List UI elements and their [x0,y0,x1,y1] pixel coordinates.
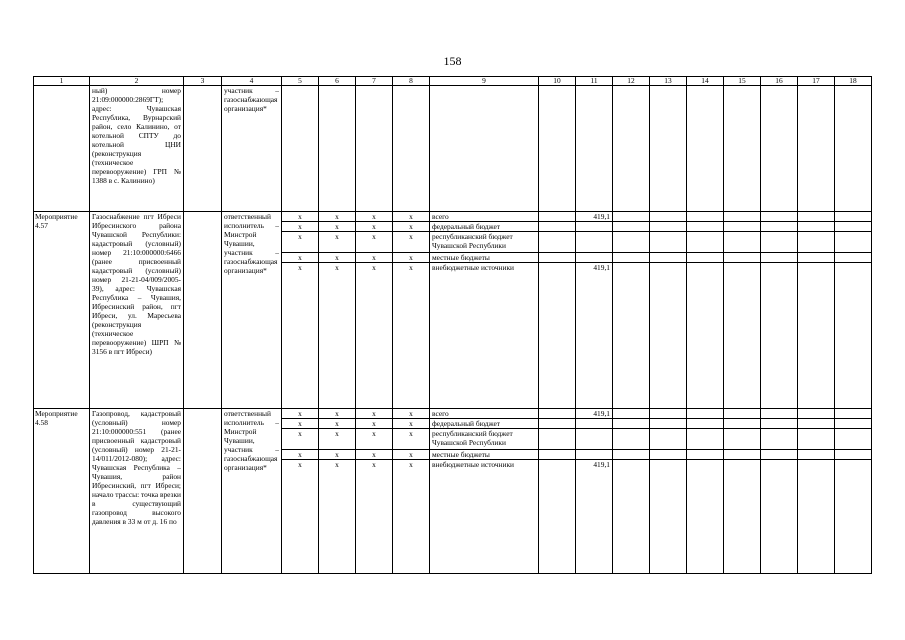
cell [687,450,724,460]
cell [539,450,576,460]
x-cell: x [393,263,430,409]
cell [650,450,687,460]
header-col-3: 3 [184,77,222,86]
cell [687,212,724,222]
cell [724,429,761,450]
cell [687,232,724,253]
amount-cell: 419,1 [576,460,613,574]
cell [798,263,835,409]
amount-cell [576,222,613,232]
x-cell: x [393,212,430,222]
funding-source: республиканский бюджет Чувашской Республики [430,232,539,253]
cell [613,460,650,574]
cell [798,409,835,419]
x-cell: x [393,409,430,419]
x-cell: x [282,460,319,574]
cell [835,222,872,232]
cell [687,253,724,263]
cell [687,222,724,232]
header-col-4: 4 [222,77,282,86]
x-cell: x [282,419,319,429]
header-row [34,77,872,86]
header-col-17: 17 [798,77,835,86]
cell [650,232,687,253]
cell [761,253,798,263]
object-description: Газопровод, кадастровый (условный) номер 21:10:000000:551 (ранее присвоенный кадастровый (условный) номер 21-21-14/011/2012-080); адрес: Чувашская Республика – Чувашия, район Ибресинский, пгт Ибреси; начало трассы: точка врезки в существующий газопровод высокого давления в 33 м от д. 16 по [90,409,184,574]
cell [687,429,724,450]
cell [539,429,576,450]
cell [34,86,90,212]
x-cell: x [282,232,319,253]
cell [613,419,650,429]
cell [798,429,835,450]
cell [650,212,687,222]
x-cell: x [356,212,393,222]
cell [539,253,576,263]
cell [650,222,687,232]
amount-cell: 419,1 [576,409,613,419]
cell [835,460,872,574]
x-cell: x [356,263,393,409]
cell [761,232,798,253]
header-col-14: 14 [687,77,724,86]
funding-row [34,212,872,222]
amount-cell [576,429,613,450]
cell [650,419,687,429]
cell [798,450,835,460]
header-col-15: 15 [724,77,761,86]
funding-source: местные бюджеты [430,253,539,263]
x-cell: x [319,450,356,460]
cell [650,263,687,409]
cell [184,212,222,409]
cell [613,450,650,460]
cell [687,460,724,574]
x-cell: x [393,222,430,232]
cell [687,419,724,429]
funding-source: всего [430,409,539,419]
x-cell: x [319,232,356,253]
amount-cell [576,419,613,429]
x-cell: x [319,222,356,232]
header-col-2: 2 [90,77,184,86]
header-col-7: 7 [356,77,393,86]
x-cell: x [356,232,393,253]
funding-source: внебюджетные источники [430,460,539,574]
x-cell: x [282,212,319,222]
cell [184,86,222,212]
x-cell: x [282,409,319,419]
x-cell: x [282,253,319,263]
cell [761,409,798,419]
cell [724,232,761,253]
cell [724,212,761,222]
cell [835,212,872,222]
program-table [33,76,872,574]
cell [650,253,687,263]
x-cell: x [319,253,356,263]
amount-cell [576,450,613,460]
x-cell: x [393,419,430,429]
cell [613,232,650,253]
cell [613,222,650,232]
x-cell: x [356,409,393,419]
header-col-18: 18 [835,77,872,86]
header-col-8: 8 [393,77,430,86]
cell [798,253,835,263]
cell [650,409,687,419]
cell [724,409,761,419]
cell [613,263,650,409]
x-cell: x [356,429,393,450]
cell [539,232,576,253]
continuation-row [34,86,872,212]
cell [539,222,576,232]
cell [613,429,650,450]
x-cell: x [393,450,430,460]
cell [613,409,650,419]
header-col-11: 11 [576,77,613,86]
responsible-cell: ответственный исполнитель – Минстрой Чувашии, участник – газоснабжающая организация* [222,212,282,409]
cell [539,212,576,222]
cell [650,460,687,574]
x-cell: x [393,429,430,450]
funding-row [34,409,872,419]
funding-source: внебюджетные источники [430,263,539,409]
measure-name: Мероприятие 4.57 [34,212,90,409]
cell [835,429,872,450]
cell [835,450,872,460]
cell [724,253,761,263]
x-cell: x [319,263,356,409]
x-cell: x [393,253,430,263]
funding-source: местные бюджеты [430,450,539,460]
x-cell: x [282,222,319,232]
cell [798,212,835,222]
cell [539,419,576,429]
cell [613,212,650,222]
cell [761,222,798,232]
page-number: 158 [443,54,462,68]
cell [835,253,872,263]
object-description: ный) номер 21:09:000000:2869ГТ); адрес: Чувашская Республика, Вурнарский район, село Калинино, от котельной СПТУ до котельной ЦНИ (реконструкция (техническое перевооружение) ГРП № 1388 в с. Калинино) [90,86,184,212]
x-cell: x [282,429,319,450]
header-col-9: 9 [430,77,539,86]
funding-source: федеральный бюджет [430,419,539,429]
cell [724,460,761,574]
cell [761,450,798,460]
cell [798,232,835,253]
x-cell: x [356,460,393,574]
cell [798,460,835,574]
x-cell: x [319,212,356,222]
cell [539,460,576,574]
cell [835,263,872,409]
cell [724,450,761,460]
cell [687,409,724,419]
cell [835,419,872,429]
x-cell: x [356,222,393,232]
responsible-cell: ответственный исполнитель – Минстрой Чувашии, участник – газоснабжающая организация* [222,409,282,574]
header-col-12: 12 [613,77,650,86]
x-cell: x [393,460,430,574]
funding-source: всего [430,212,539,222]
x-cell: x [282,450,319,460]
amount-cell: 419,1 [576,263,613,409]
cell [724,263,761,409]
cell [761,419,798,429]
x-cell: x [282,263,319,409]
header-col-10: 10 [539,77,576,86]
amount-cell [576,253,613,263]
amount-cell [576,232,613,253]
cell [687,263,724,409]
x-cell: x [356,450,393,460]
x-cell: x [319,409,356,419]
cell [798,419,835,429]
amount-cell: 419,1 [576,212,613,222]
x-cell: x [319,429,356,450]
cell [761,263,798,409]
cell [650,429,687,450]
cell [724,222,761,232]
object-description: Газоснабжение пгт Ибреси Ибресинского района Чувашской Республики: кадастровый (условный) номер 21:10:000000:6466 (ранее присвоенный кадастровый (условный) номер 21-21-04/009/2005-39), адрес: Чувашская Республика – Чувашия, Ибресинский район, пгт Ибреси, ул. Маресьева (реконструкция (техническое перевооружение) ШРП № 3156 в пгт Ибреси) [90,212,184,409]
header-col-5: 5 [282,77,319,86]
funding-source: республиканский бюджет Чувашской Республики [430,429,539,450]
header-col-16: 16 [761,77,798,86]
header-col-1: 1 [34,77,90,86]
x-cell: x [356,253,393,263]
x-cell: x [356,419,393,429]
cell [724,419,761,429]
responsible-cell: участник – газоснабжающая организация* [222,86,282,212]
cell [761,460,798,574]
x-cell: x [393,232,430,253]
cell [835,232,872,253]
header-col-6: 6 [319,77,356,86]
cell [761,429,798,450]
measure-name: Мероприятие 4.58 [34,409,90,574]
cell [798,222,835,232]
x-cell: x [319,460,356,574]
cell [835,409,872,419]
cell [613,253,650,263]
header-col-13: 13 [650,77,687,86]
cell [539,263,576,409]
cell [539,409,576,419]
funding-source: федеральный бюджет [430,222,539,232]
cell [184,409,222,574]
x-cell: x [319,419,356,429]
cell [761,212,798,222]
